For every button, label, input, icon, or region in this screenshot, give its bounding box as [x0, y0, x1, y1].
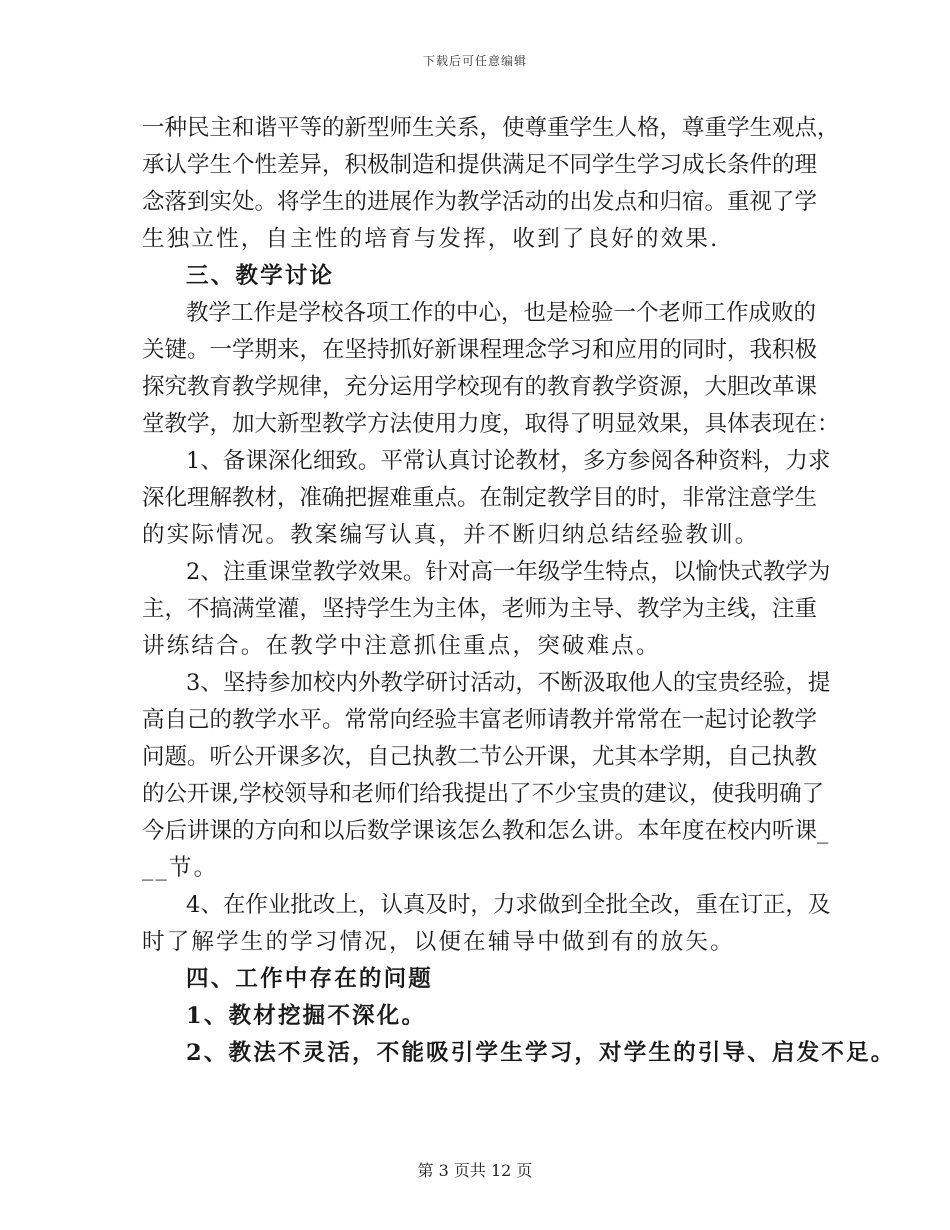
paragraph-line: 1、备课深化细致。平常认真讨论教材，多方参阅各种资料，力求 — [186, 448, 831, 474]
paragraph-line: 承认学生个性差异，积极制造和提供满足不同学生学习成长条件的理 — [142, 152, 818, 178]
page-header: 下载后可任意编辑 — [422, 54, 527, 68]
paragraph-line: 关键。一学期来，在坚持抓好新课程理念学习和应用的同时，我积极 — [142, 337, 818, 363]
page-footer: 第 3 页共 12 页 — [417, 1161, 533, 1180]
paragraph-line: 4、在作业批改上，认真及时，力求做到全批全改，重在订正，及 — [186, 892, 831, 918]
section-heading-line: 1、教材挖掘不深化。 — [186, 1003, 427, 1029]
paragraph-line: 讲练结合。在教学中注意抓住重点，突破难点。 — [142, 633, 661, 659]
paragraph-line: 的实际情况。教案编写认真，并不断归纳总结经验教训。 — [142, 522, 760, 548]
paragraph-line: 2、注重课堂教学效果。针对高一年级学生特点，以愉快式教学为 — [186, 559, 831, 585]
paragraph-line: 主，不搞满堂灌，坚持学生为主体，老师为主导、教学为主线，注重 — [142, 596, 818, 622]
paragraph-line: 深化理解教材，准确把握难重点。在制定教学目的时，非常注意学生 — [142, 485, 818, 511]
paragraph-line: 探究教育教学规律，充分运用学校现有的教育教学资源，大胆改革课 — [142, 374, 818, 400]
paragraph-line: 生独立性，自主性的培育与发挥，收到了良好的效果. — [142, 226, 720, 252]
paragraph-line: 高自己的教学水平。常常向经验丰富老师请教并常常在一起讨论教学 — [142, 707, 818, 733]
document-body — [142, 110, 896, 1072]
section-heading-line: 四、工作中存在的问题 — [186, 966, 434, 992]
paragraph-line: 的公开课,学校领导和老师们给我提出了不少宝贵的建议，使我明确了 — [142, 781, 825, 807]
paragraph-line: 念落到实处。将学生的进展作为教学活动的出发点和归宿。重视了学 — [142, 189, 818, 215]
section-heading-line: 三、教学讨论 — [186, 263, 335, 289]
paragraph-line: 今后讲课的方向和以后数学课该怎么教和怎么讲。本年度在校内听课_ — [142, 818, 829, 844]
paragraph-line: 3、坚持参加校内外教学研讨活动，不断汲取他人的宝贵经验，提 — [186, 670, 831, 696]
paragraph-line: 教学工作是学校各项工作的中心，也是检验一个老师工作成败的 — [186, 300, 817, 326]
paragraph-line: 一种民主和谐平等的新型师生关系，使尊重学生人格，尊重学生观点， — [142, 115, 840, 141]
paragraph-line: 时了解学生的学习情况，以便在辅导中做到有的放矢。 — [142, 929, 735, 955]
section-heading-line: 2、教法不灵活，不能吸引学生学习，对学生的引导、启发不足。 — [186, 1040, 896, 1066]
paragraph-line: 问题。听公开课多次，自己执教二节公开课，尤其本学期，自己执教 — [142, 744, 818, 770]
paragraph-line: 堂教学，加大新型教学方法使用力度，取得了明显效果，具体表现在： — [142, 411, 840, 437]
paragraph-line: __节。 — [142, 855, 219, 881]
